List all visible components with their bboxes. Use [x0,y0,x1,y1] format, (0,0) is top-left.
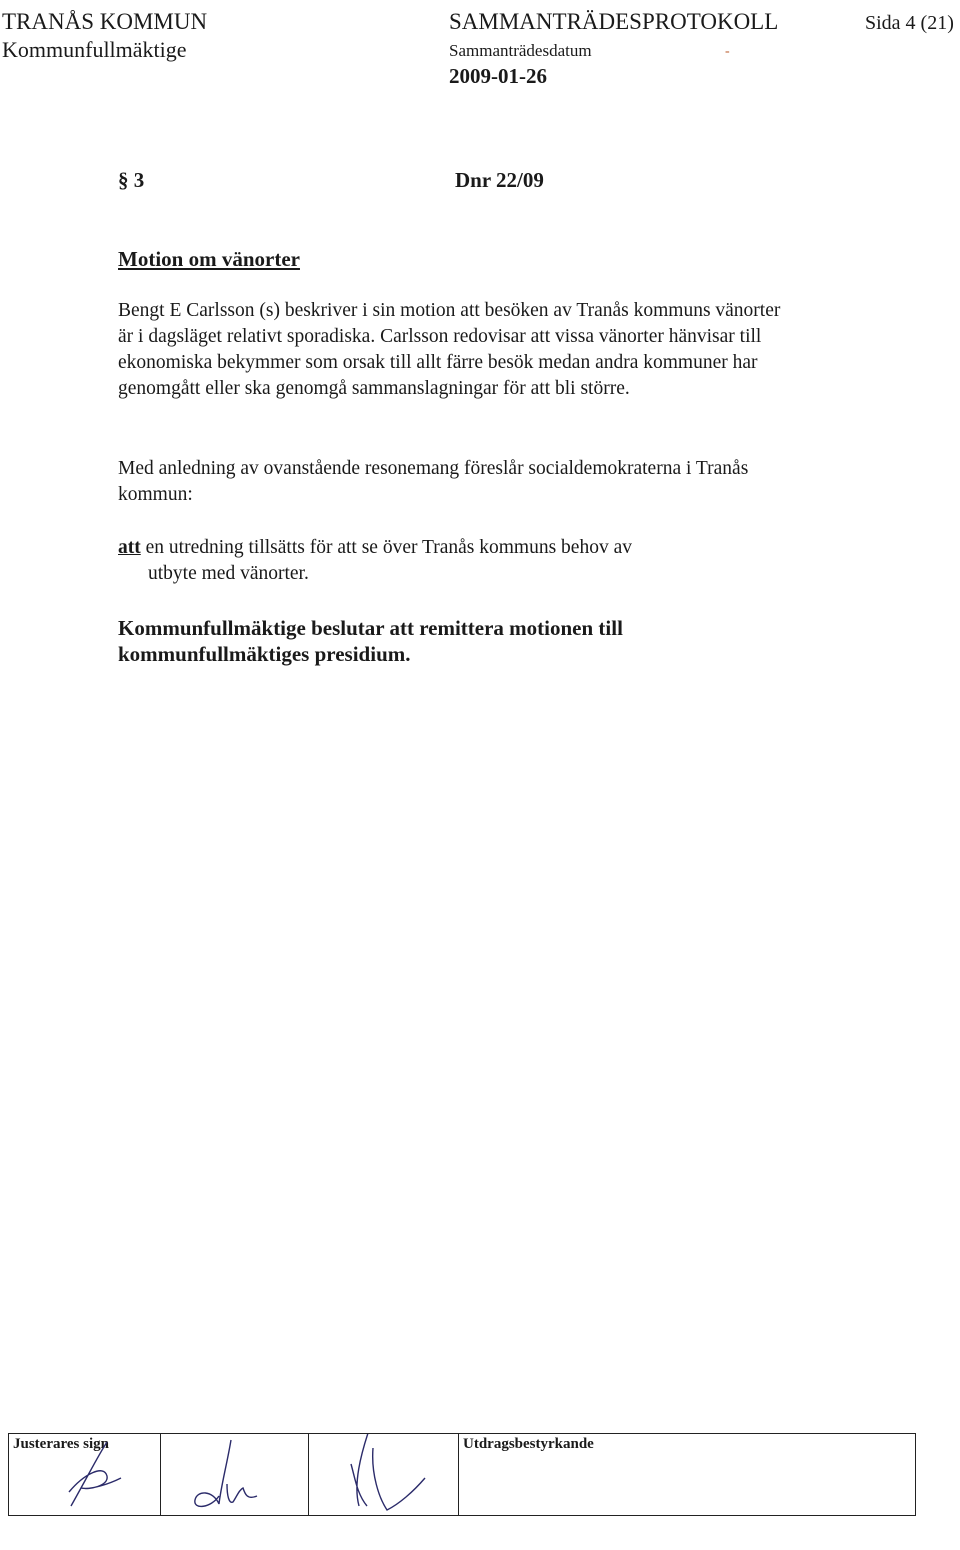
signature-3 [309,1434,457,1514]
organisation-name: TRANÅS KOMMUN [2,9,208,34]
case-number: Dnr 22/09 [455,168,544,192]
proposal-line [118,535,818,561]
meeting-date-label: Sammanträdesdatum [449,41,592,60]
signature-cell-1 [9,1434,161,1515]
header-dash: - [725,44,730,59]
proposal-text: en utredning tillsätts för att se över Tranås kommuns behov av [145,537,632,558]
page-number: Sida 4 (21) [865,12,954,34]
document-type: SAMMANTRÄDESPROTOKOLL [449,9,779,34]
signature-2 [161,1434,307,1514]
paragraph-number: § 3 [118,168,145,192]
extract-certification-cell [459,1434,915,1515]
signature-table [8,1433,916,1516]
motion-description: Bengt E Carlsson (s) beskriver i sin motion att besöken av Tranås kommuns vänorter är i dagsläget relativt sporadiska. Carlsson redovisar att vissa vänorter hänvisar till ekonomiska bekymmer som orsak till allt färre besök medan andra kommuner har genomgått eller ska genomgå sammanslagningar för att bli större. [118,300,781,399]
utdragsbestyrkande-label: Utdragsbestyrkande [463,1436,594,1452]
proposal-text-continuation: utbyte med vänorter. [148,563,309,584]
council-name: Kommunfullmäktige [2,37,187,62]
proposal-intro: Med anledning av ovanstående resonemang föreslår socialdemokraterna i Tranås kommun: [118,458,749,505]
section-title: Motion om vänorter [118,247,300,271]
signature-1 [9,1434,159,1514]
council-decision: Kommunfullmäktige beslutar att remittera motionen till kommunfullmäktiges presidium. [118,616,623,666]
meeting-date: 2009-01-26 [449,64,547,88]
signature-cell-3 [309,1434,459,1515]
signature-cell-2 [161,1434,309,1515]
proposal-keyword: att [118,537,141,558]
justerares-sign-label: Justerares sign [13,1436,109,1452]
